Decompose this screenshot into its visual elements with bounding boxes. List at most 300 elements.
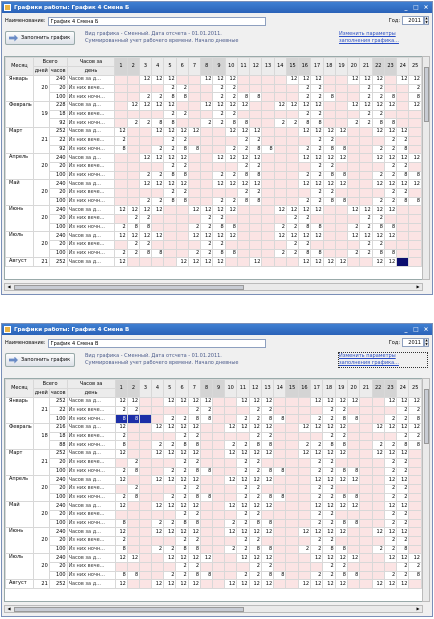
day-cell[interactable]	[176, 232, 188, 241]
day-cell[interactable]: 8	[249, 519, 261, 528]
day-cell[interactable]	[250, 206, 262, 215]
day-cell[interactable]	[201, 162, 213, 171]
day-cell[interactable]: 12	[115, 502, 127, 511]
day-cell[interactable]: 2	[249, 563, 261, 572]
day-cell[interactable]: 12	[384, 154, 396, 163]
day-cell[interactable]	[224, 415, 236, 424]
day-cell[interactable]	[323, 102, 335, 111]
day-cell[interactable]: 2	[164, 493, 176, 502]
day-cell[interactable]: 12	[188, 528, 200, 537]
day-cell[interactable]: 12	[384, 476, 396, 485]
day-cell[interactable]	[151, 484, 163, 493]
day-cell[interactable]: 12	[409, 76, 422, 85]
day-cell[interactable]	[140, 441, 152, 450]
day-cell[interactable]	[262, 197, 274, 206]
day-cell[interactable]	[213, 424, 225, 433]
day-cell[interactable]	[201, 197, 213, 206]
day-cell[interactable]: 12	[115, 258, 127, 267]
day-cell[interactable]	[261, 510, 273, 519]
day-cell[interactable]: 2	[176, 84, 188, 93]
day-cell[interactable]	[286, 528, 298, 537]
day-cell[interactable]: 8	[201, 467, 213, 476]
day-cell[interactable]: 8	[335, 171, 347, 180]
day-cell[interactable]	[286, 197, 298, 206]
day-cell[interactable]: 2	[397, 162, 409, 171]
day-cell[interactable]	[372, 406, 384, 415]
day-cell[interactable]	[140, 432, 152, 441]
day-cell[interactable]	[213, 563, 225, 572]
scroll-right-icon[interactable]: ▶	[416, 606, 420, 611]
day-cell[interactable]: 12	[384, 502, 396, 511]
day-cell[interactable]	[409, 119, 422, 128]
day-cell[interactable]	[115, 84, 127, 93]
day-cell[interactable]	[115, 458, 127, 467]
day-cell[interactable]	[347, 537, 359, 546]
day-cell[interactable]	[298, 458, 310, 467]
day-cell[interactable]: 2	[151, 545, 163, 554]
day-cell[interactable]: 12	[397, 580, 409, 589]
day-cell[interactable]: 12	[397, 450, 409, 459]
day-cell[interactable]: 2	[384, 458, 396, 467]
day-cell[interactable]	[274, 545, 286, 554]
day-cell[interactable]	[188, 171, 200, 180]
day-cell[interactable]	[286, 162, 298, 171]
day-cell[interactable]	[347, 510, 359, 519]
day-cell[interactable]: 12	[201, 102, 213, 111]
day-cell[interactable]	[298, 432, 310, 441]
day-cell[interactable]: 12	[188, 450, 200, 459]
day-cell[interactable]	[347, 545, 359, 554]
day-cell[interactable]	[261, 537, 273, 546]
day-cell[interactable]	[151, 554, 163, 563]
day-cell[interactable]: 12	[250, 128, 262, 137]
day-cell[interactable]: 2	[176, 136, 188, 145]
horizontal-scroll-thumb[interactable]	[14, 607, 244, 612]
day-cell[interactable]: 12	[237, 580, 249, 589]
day-cell[interactable]: 12	[164, 424, 176, 433]
day-cell[interactable]	[140, 571, 152, 580]
day-cell[interactable]: 12	[298, 424, 310, 433]
day-cell[interactable]: 2	[224, 519, 236, 528]
day-cell[interactable]	[298, 476, 310, 485]
day-cell[interactable]: 2	[237, 441, 249, 450]
day-cell[interactable]	[397, 258, 409, 267]
day-cell[interactable]	[360, 197, 372, 206]
day-cell[interactable]: 2	[249, 484, 261, 493]
day-cell[interactable]	[397, 93, 409, 102]
day-cell[interactable]	[384, 215, 396, 224]
day-cell[interactable]	[127, 528, 139, 537]
day-cell[interactable]: 12	[311, 206, 323, 215]
day-cell[interactable]	[201, 580, 213, 589]
day-cell[interactable]: 2	[213, 119, 225, 128]
day-cell[interactable]: 12	[237, 128, 249, 137]
day-cell[interactable]: 2	[164, 110, 176, 119]
day-cell[interactable]	[224, 458, 236, 467]
day-cell[interactable]: 12	[311, 554, 323, 563]
day-cell[interactable]: 2	[299, 215, 311, 224]
day-cell[interactable]: 12	[298, 450, 310, 459]
day-cell[interactable]	[127, 84, 139, 93]
day-cell[interactable]	[151, 493, 163, 502]
day-cell[interactable]: 8	[201, 493, 213, 502]
day-cell[interactable]	[262, 162, 274, 171]
day-cell[interactable]	[409, 493, 422, 502]
day-cell[interactable]: 2	[397, 415, 409, 424]
day-cell[interactable]	[237, 206, 249, 215]
day-cell[interactable]	[139, 188, 151, 197]
day-cell[interactable]: 2	[286, 215, 298, 224]
day-cell[interactable]: 2	[201, 215, 213, 224]
day-cell[interactable]	[372, 415, 384, 424]
day-cell[interactable]: 2	[335, 406, 347, 415]
day-cell[interactable]: 2	[384, 162, 396, 171]
day-cell[interactable]: 12	[384, 398, 396, 407]
day-cell[interactable]	[250, 102, 262, 111]
day-cell[interactable]	[176, 206, 188, 215]
day-cell[interactable]	[348, 215, 360, 224]
day-cell[interactable]: 2	[213, 215, 225, 224]
day-cell[interactable]	[127, 476, 139, 485]
day-cell[interactable]: 8	[347, 493, 359, 502]
day-cell[interactable]: 2	[397, 432, 409, 441]
day-cell[interactable]: 12	[286, 76, 298, 85]
day-cell[interactable]: 2	[127, 406, 139, 415]
day-cell[interactable]: 8	[139, 249, 151, 258]
day-cell[interactable]: 2	[360, 119, 372, 128]
day-cell[interactable]: 8	[127, 467, 139, 476]
schedule-grid[interactable]	[4, 56, 423, 280]
day-cell[interactable]: 2	[384, 197, 396, 206]
day-cell[interactable]: 8	[262, 145, 274, 154]
day-cell[interactable]	[262, 84, 274, 93]
day-cell[interactable]	[409, 580, 422, 589]
day-cell[interactable]: 8	[164, 171, 176, 180]
day-cell[interactable]: 2	[176, 537, 188, 546]
day-cell[interactable]	[409, 476, 422, 485]
day-cell[interactable]: 2	[286, 119, 298, 128]
day-cell[interactable]	[372, 432, 384, 441]
day-cell[interactable]	[127, 537, 139, 546]
day-cell[interactable]	[127, 136, 139, 145]
day-cell[interactable]: 12	[311, 528, 323, 537]
day-cell[interactable]: 2	[164, 188, 176, 197]
day-cell[interactable]: 2	[201, 119, 213, 128]
day-cell[interactable]	[164, 215, 176, 224]
day-cell[interactable]: 2	[286, 223, 298, 232]
day-cell[interactable]	[348, 84, 360, 93]
day-cell[interactable]: 2	[176, 432, 188, 441]
day-cell[interactable]	[348, 188, 360, 197]
day-cell[interactable]: 2	[409, 432, 422, 441]
day-cell[interactable]	[140, 528, 152, 537]
day-cell[interactable]: 2	[249, 571, 261, 580]
day-cell[interactable]	[274, 128, 286, 137]
day-cell[interactable]: 8	[250, 145, 262, 154]
day-cell[interactable]	[348, 154, 360, 163]
day-cell[interactable]: 12	[299, 232, 311, 241]
day-cell[interactable]	[360, 554, 372, 563]
day-cell[interactable]	[335, 93, 347, 102]
day-cell[interactable]	[188, 241, 200, 250]
day-cell[interactable]	[360, 519, 372, 528]
day-cell[interactable]: 12	[335, 476, 347, 485]
day-cell[interactable]	[201, 180, 213, 189]
day-cell[interactable]	[286, 93, 298, 102]
day-cell[interactable]: 12	[299, 206, 311, 215]
day-cell[interactable]	[250, 76, 262, 85]
day-cell[interactable]: 2	[224, 545, 236, 554]
day-cell[interactable]: 2	[360, 215, 372, 224]
day-cell[interactable]: 2	[384, 493, 396, 502]
scroll-left-icon[interactable]: ◀	[7, 606, 11, 611]
day-cell[interactable]	[237, 232, 249, 241]
day-cell[interactable]	[152, 215, 164, 224]
day-cell[interactable]: 12	[323, 580, 335, 589]
day-cell[interactable]	[360, 537, 372, 546]
day-cell[interactable]: 12	[384, 128, 396, 137]
day-cell[interactable]	[360, 484, 372, 493]
day-cell[interactable]: 12	[323, 502, 335, 511]
day-cell[interactable]	[201, 424, 213, 433]
day-cell[interactable]: 2	[176, 493, 188, 502]
day-cell[interactable]: 2	[249, 432, 261, 441]
day-cell[interactable]	[115, 180, 127, 189]
day-cell[interactable]	[213, 537, 225, 546]
day-cell[interactable]	[409, 188, 422, 197]
day-cell[interactable]: 2	[372, 241, 384, 250]
day-cell[interactable]	[127, 145, 139, 154]
day-cell[interactable]: 2	[384, 467, 396, 476]
day-cell[interactable]	[348, 110, 360, 119]
day-cell[interactable]: 8	[323, 171, 335, 180]
day-cell[interactable]	[188, 162, 200, 171]
day-cell[interactable]: 2	[201, 241, 213, 250]
day-cell[interactable]: 12	[372, 424, 384, 433]
day-cell[interactable]: 12	[299, 128, 311, 137]
day-cell[interactable]	[213, 510, 225, 519]
day-cell[interactable]: 2	[384, 136, 396, 145]
day-cell[interactable]: 12	[261, 554, 273, 563]
day-cell[interactable]	[262, 223, 274, 232]
day-cell[interactable]	[409, 223, 422, 232]
day-cell[interactable]: 8	[201, 415, 213, 424]
day-cell[interactable]: 12	[311, 476, 323, 485]
day-cell[interactable]	[164, 258, 176, 267]
day-cell[interactable]	[115, 188, 127, 197]
day-cell[interactable]: 2	[323, 432, 335, 441]
day-cell[interactable]	[164, 223, 176, 232]
day-cell[interactable]	[164, 406, 176, 415]
day-cell[interactable]	[127, 519, 139, 528]
day-cell[interactable]	[286, 563, 298, 572]
day-cell[interactable]: 12	[360, 76, 372, 85]
day-cell[interactable]: 12	[311, 128, 323, 137]
day-cell[interactable]	[384, 406, 396, 415]
day-cell[interactable]: 8	[188, 493, 200, 502]
day-cell[interactable]: 12	[249, 502, 261, 511]
day-cell[interactable]: 12	[115, 580, 127, 589]
day-cell[interactable]: 12	[225, 232, 237, 241]
day-cell[interactable]	[286, 458, 298, 467]
day-cell[interactable]	[250, 232, 262, 241]
day-cell[interactable]: 12	[176, 154, 188, 163]
day-cell[interactable]: 12	[224, 476, 236, 485]
day-cell[interactable]: 12	[372, 102, 384, 111]
day-cell[interactable]: 2	[188, 484, 200, 493]
day-cell[interactable]	[140, 519, 152, 528]
day-cell[interactable]	[274, 93, 286, 102]
day-cell[interactable]: 2	[127, 458, 139, 467]
day-cell[interactable]	[224, 406, 236, 415]
day-cell[interactable]	[335, 241, 347, 250]
day-cell[interactable]	[335, 206, 347, 215]
day-cell[interactable]: 2	[397, 493, 409, 502]
day-cell[interactable]: 2	[397, 571, 409, 580]
day-cell[interactable]: 12	[335, 450, 347, 459]
day-cell[interactable]: 8	[261, 441, 273, 450]
day-cell[interactable]: 8	[409, 571, 422, 580]
day-cell[interactable]: 12	[397, 76, 409, 85]
day-cell[interactable]: 12	[164, 180, 176, 189]
day-cell[interactable]	[360, 528, 372, 537]
day-cell[interactable]: 12	[323, 180, 335, 189]
day-cell[interactable]	[213, 398, 225, 407]
day-cell[interactable]	[286, 467, 298, 476]
day-cell[interactable]	[250, 223, 262, 232]
day-cell[interactable]	[372, 571, 384, 580]
day-cell[interactable]	[164, 563, 176, 572]
day-cell[interactable]	[140, 493, 152, 502]
day-cell[interactable]: 2	[311, 188, 323, 197]
horizontal-scroll-thumb[interactable]	[14, 285, 244, 290]
day-cell[interactable]: 8	[188, 441, 200, 450]
day-cell[interactable]	[348, 128, 360, 137]
day-cell[interactable]	[274, 528, 286, 537]
day-cell[interactable]	[225, 258, 237, 267]
day-cell[interactable]: 8	[323, 145, 335, 154]
day-cell[interactable]	[335, 110, 347, 119]
day-cell[interactable]	[262, 76, 274, 85]
day-cell[interactable]: 2	[249, 406, 261, 415]
day-cell[interactable]	[262, 119, 274, 128]
day-cell[interactable]: 12	[384, 424, 396, 433]
day-cell[interactable]	[348, 180, 360, 189]
day-cell[interactable]	[115, 102, 127, 111]
day-cell[interactable]: 2	[372, 171, 384, 180]
day-cell[interactable]: 2	[237, 510, 249, 519]
day-cell[interactable]: 8	[409, 197, 422, 206]
day-cell[interactable]: 2	[188, 537, 200, 546]
day-cell[interactable]: 8	[261, 493, 273, 502]
day-cell[interactable]: 2	[249, 415, 261, 424]
day-cell[interactable]: 8	[164, 93, 176, 102]
day-cell[interactable]	[225, 215, 237, 224]
day-cell[interactable]	[115, 162, 127, 171]
day-cell[interactable]: 12	[409, 154, 422, 163]
day-cell[interactable]: 2	[299, 171, 311, 180]
day-cell[interactable]	[274, 510, 286, 519]
day-cell[interactable]: 2	[164, 519, 176, 528]
day-cell[interactable]	[409, 241, 422, 250]
day-cell[interactable]: 12	[397, 502, 409, 511]
day-cell[interactable]	[237, 432, 249, 441]
day-cell[interactable]: 2	[176, 563, 188, 572]
day-cell[interactable]: 12	[397, 180, 409, 189]
day-cell[interactable]: 12	[188, 502, 200, 511]
day-cell[interactable]: 8	[225, 249, 237, 258]
day-cell[interactable]	[286, 554, 298, 563]
day-cell[interactable]: 12	[115, 528, 127, 537]
day-cell[interactable]	[384, 84, 396, 93]
day-cell[interactable]: 8	[188, 545, 200, 554]
day-cell[interactable]: 8	[115, 145, 127, 154]
day-cell[interactable]: 12	[151, 580, 163, 589]
day-cell[interactable]	[127, 171, 139, 180]
day-cell[interactable]	[213, 441, 225, 450]
day-cell[interactable]: 12	[176, 528, 188, 537]
day-cell[interactable]	[360, 136, 372, 145]
vertical-scrollbar[interactable]	[422, 378, 430, 602]
day-cell[interactable]: 2	[348, 119, 360, 128]
day-cell[interactable]: 12	[213, 154, 225, 163]
day-cell[interactable]: 2	[164, 136, 176, 145]
day-cell[interactable]: 2	[384, 188, 396, 197]
day-cell[interactable]: 12	[261, 424, 273, 433]
change-fill-params-link[interactable]: Изменить параметры заполнения графика...	[339, 353, 427, 367]
day-cell[interactable]: 2	[397, 510, 409, 519]
day-cell[interactable]: 8	[274, 571, 286, 580]
day-cell[interactable]	[274, 197, 286, 206]
day-cell[interactable]: 8	[201, 571, 213, 580]
day-cell[interactable]	[274, 484, 286, 493]
day-cell[interactable]: 12	[152, 128, 164, 137]
day-cell[interactable]: 12	[311, 398, 323, 407]
vertical-scroll-thumb[interactable]	[424, 67, 429, 122]
day-cell[interactable]	[127, 450, 139, 459]
day-cell[interactable]: 12	[409, 102, 422, 111]
day-cell[interactable]	[397, 223, 409, 232]
day-cell[interactable]	[213, 450, 225, 459]
day-cell[interactable]	[250, 241, 262, 250]
day-cell[interactable]	[139, 84, 151, 93]
day-cell[interactable]: 8	[397, 441, 409, 450]
day-cell[interactable]: 2	[397, 537, 409, 546]
day-cell[interactable]: 2	[384, 571, 396, 580]
day-cell[interactable]	[372, 554, 384, 563]
day-cell[interactable]: 8	[347, 571, 359, 580]
day-cell[interactable]: 2	[188, 406, 200, 415]
day-cell[interactable]	[274, 110, 286, 119]
fill-schedule-button[interactable]	[5, 31, 75, 45]
day-cell[interactable]: 12	[176, 424, 188, 433]
day-cell[interactable]	[225, 162, 237, 171]
day-cell[interactable]	[127, 424, 139, 433]
day-cell[interactable]: 12	[237, 502, 249, 511]
day-cell[interactable]: 12	[249, 398, 261, 407]
day-cell[interactable]: 12	[151, 450, 163, 459]
day-cell[interactable]: 2	[397, 458, 409, 467]
day-cell[interactable]	[397, 110, 409, 119]
day-cell[interactable]: 8	[188, 145, 200, 154]
day-cell[interactable]	[347, 458, 359, 467]
day-cell[interactable]	[127, 128, 139, 137]
day-cell[interactable]: 2	[151, 441, 163, 450]
day-cell[interactable]	[127, 510, 139, 519]
day-cell[interactable]	[140, 563, 152, 572]
day-cell[interactable]	[237, 241, 249, 250]
day-cell[interactable]: 12	[152, 102, 164, 111]
